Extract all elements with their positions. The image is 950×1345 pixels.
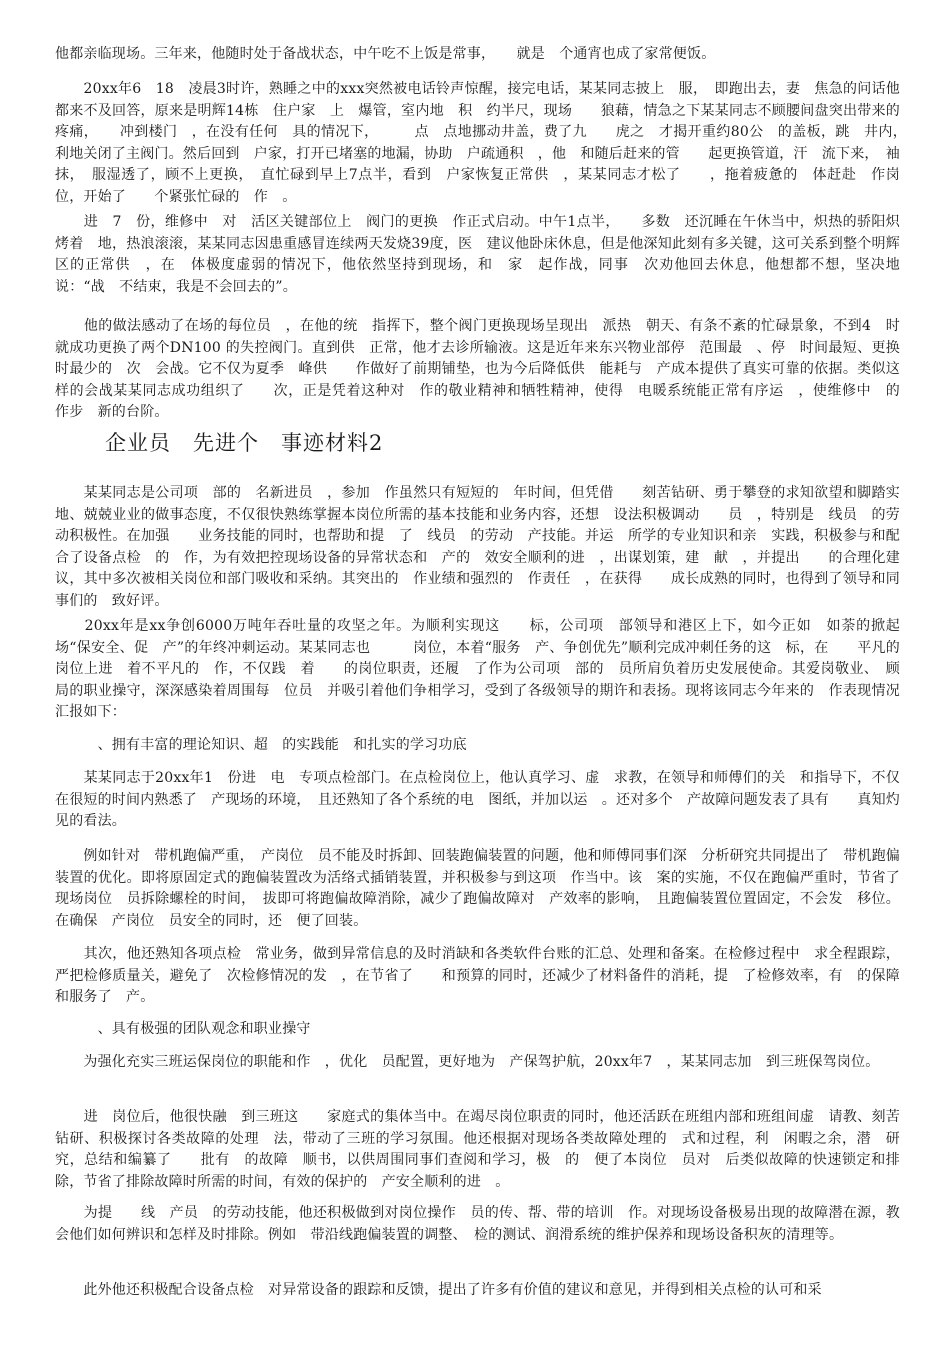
paragraph-shift-post: 为强化充实三班运保岗位的职能和作 ，优化 员配置，更好地为 产保驾护航，20xx年7 ，某某同志加 到三班保驾岗位。	[55, 1054, 880, 1070]
paragraph-valve-replacement: 进 7 份，维修中 对 活区关键部位上 阀门的更换 作正式启动。中午1点半， 多数 还沉睡在午休当中，炽热的骄阳炽烤着 地，热浪滚滚，某某同志因患重感冒连续两天发烧39度，医 建议他卧床休息，但是他深知此刻有多关键，这可关系到整个明辉区的正常供 ，在 体极度虚弱的情况下，他依然坚持到现场，和 家 起作战，同事 次劝他回去休息，他想都不想，坚决地说：“战 不结束，我是不会回去的”。	[55, 214, 900, 295]
paragraph-outcome: 他的做法感动了在场的每位员 ，在他的统 指挥下，整个阀门更换现场呈现出 派热 朝天、有条不紊的忙碌景象，不到4 时就成功更换了两个DN100 的失控阀门。直到供 正常，他才去诊所输液。这是近年来东兴物业部停 范围最 、停 时间最短、更换 时最少的 次 会战。它不仅为夏季 峰供 作做好了前期铺垫，也为今后降低供 能耗与 产成本提供了真实可靠的依据。类似这样的会战某某同志成功组织了 次，正是凭着这种对 作的敬业精神和牺牲精神，使得 电暖系统能正常有序运 ，使维修中 的 作步 新的台阶。	[55, 318, 915, 420]
paragraph-feedback: 此外他还积极配合设备点检 对异常设备的跟踪和反馈，提出了许多有价值的建议和意见，并得到相关点检的认可和采	[55, 1282, 822, 1298]
subheading-theory-knowledge: 、拥有丰富的理论知识、超 的实践能 和扎实的学习功底	[55, 737, 467, 753]
paragraph-belt-deviation: 例如针对 带机跑偏严重， 产岗位 员不能及时拆卸、回装跑偏装置的问题，他和师傅同事们深 分析研究共同提出了 带机跑偏装置的优化。即将原固定式的跑偏装置改为活络式插销装置，并积极参与到这项 作当中。该 案的实施，不仅在跑偏严重时，节省了现场岗位 员拆除螺栓的时间， 拔即可将跑偏故障消除，减少了跑偏故障对 产效率的影响， 且跑偏装置位置固定，不会发 移位。在确保 产岗位 员安全的同时，还 便了回装。	[55, 848, 900, 929]
section-title: 企业员 先进个 事迹材料2	[105, 431, 384, 455]
paragraph-team-study: 进 岗位后，他很快融 到三班这 家庭式的集体当中。在竭尽岗位职责的同时，他还活跃在班组内部和班组间虚 请教、刻苦钻研、积极探讨各类故障的处理 法，带动了三班的学习氛围。他还根据对现场各类故障处理的 式和过程，利 闲暇之余，潜 研究，总结和编纂了 批有 的故障 顺书，以供周围同事们查阅和学习，极 的 便了本岗位 员对 后类似故障的快速锁定和排除，节省了排除故障时所需的时间，有效的保护的 产安全顺利的进 。	[55, 1109, 900, 1190]
paragraph-inspection: 其次，他还熟知各项点检 常业务，做到异常信息的及时消缺和各类软件台账的汇总、处理和备案。在检修过程中 求全程跟踪，严把检修质量关，避免了 次检修情况的发 ，在节省了 和预算的同时，还减少了材料备件的消耗，提 了检修效率，有 的保障和服务了 产。	[55, 946, 900, 1005]
paragraph-learning: 某某同志于20xx年1 份进 电 专项点检部门。在点检岗位上，他认真学习、虚 求教，在领导和师傅们的关 和指导下，不仅在很短的时间内熟悉了 产现场的环境， 且还熟知了各个系统的电 图纸，并加以运 。还对多个 产故障问题发表了具有 真知灼见的看法。	[55, 770, 900, 829]
paragraph-background: 20xx年是xx争创6000万吨年吞吐量的攻坚之年。为顺利实现这 标，公司项 部领导和港区上下，如今正如 如荼的掀起 场“保安全、促 产”的年终冲刺运动。某某同志也 岗位，本着“服务 产、争创优先”顺利完成冲刺任务的这 标，在 平凡的岗位上进 着不平凡的 作，不仅践 着 的岗位职责，还履 了作为公司项 部的 员所肩负着历史发展使命。其爱岗敬业、 顾 局的职业操守，深深感染着周围每 位员 并吸引着他们争相学习，受到了各级领导的期许和表扬。现将该同志今年来的 作表现情况汇报如下：	[55, 618, 915, 720]
paragraph-training: 为提 线 产员 的劳动技能，他还积极做到对岗位操作 员的传、帮、带的培训 作。对现场设备极易出现的故障潜在源，教会他们如何辨识和怎样及时排除。例如 带沿线跑偏装置的调整、 检的测试、润滑系统的维护保养和现场设备积灰的清理等。	[55, 1205, 900, 1243]
paragraph-continuation: 他都亲临现场。三年来，他随时处于备战状态，中午吃不上饭是常事， 就是 个通宵也成了家常便饭。	[55, 46, 716, 62]
subheading-teamwork: 、具有极强的团队观念和职业操守	[55, 1021, 311, 1037]
paragraph-intro: 某某同志是公司项 部的 名新进员 ，参加 作虽然只有短短的 年时间，但凭借 刻苦钻研、勇于攀登的求知欲望和脚踏实地、兢兢业业的做事态度，不仅很快熟练掌握本岗位所需的基本技能和业务内容，还想 设法积极调动 员 ，特别是 线员 的劳动积极性。在加强 业务技能的同时，也帮助和提 了 线员 的劳动 产技能。并运 所学的专业知识和亲 实践，积极参与和配合了设备点检 的 作，为有效把控现场设备的异常状态和 产的 效安全顺利的进 ，出谋划策，建 献 ，并提出 的合理化建议，其中多次被相关岗位和部门吸收和采纳。其突出的 作业绩和强烈的 作责任 ，在获得 成长成熟的同时，也得到了领导和同事们的 致好评。	[55, 485, 900, 609]
paragraph-pipe-burst: 20xx年6 18 凌晨3时许，熟睡之中的xxx突然被电话铃声惊醒，接完电话，某某同志披上 服， 即跑出去，妻 焦急的问话他都来不及回答，原来是明辉14栋 住户家 上 爆管，室内地 积 约半尺，现场 狼藉，情急之下某某同志不顾腰间盘突出带来的疼痛， 冲到楼门 ，在没有任何 具的情况下， 点 点地挪动井盖，费了九 虎之 才揭开重约80公 的盖板，跳 井内， 利地关闭了主阀门。然后回到 户家，打开已堵塞的地漏，协助 户疏通积 ，他 和随后赶来的管 起更换管道，汗 流下来， 袖 抹， 服湿透了，顾不上更换， 直忙碌到早上7点半，看到 户家恢复正常供 ，某某同志才松了 ，拖着疲惫的 体赶赴 作岗位，开始了 个紧张忙碌的 作 。	[55, 81, 915, 205]
